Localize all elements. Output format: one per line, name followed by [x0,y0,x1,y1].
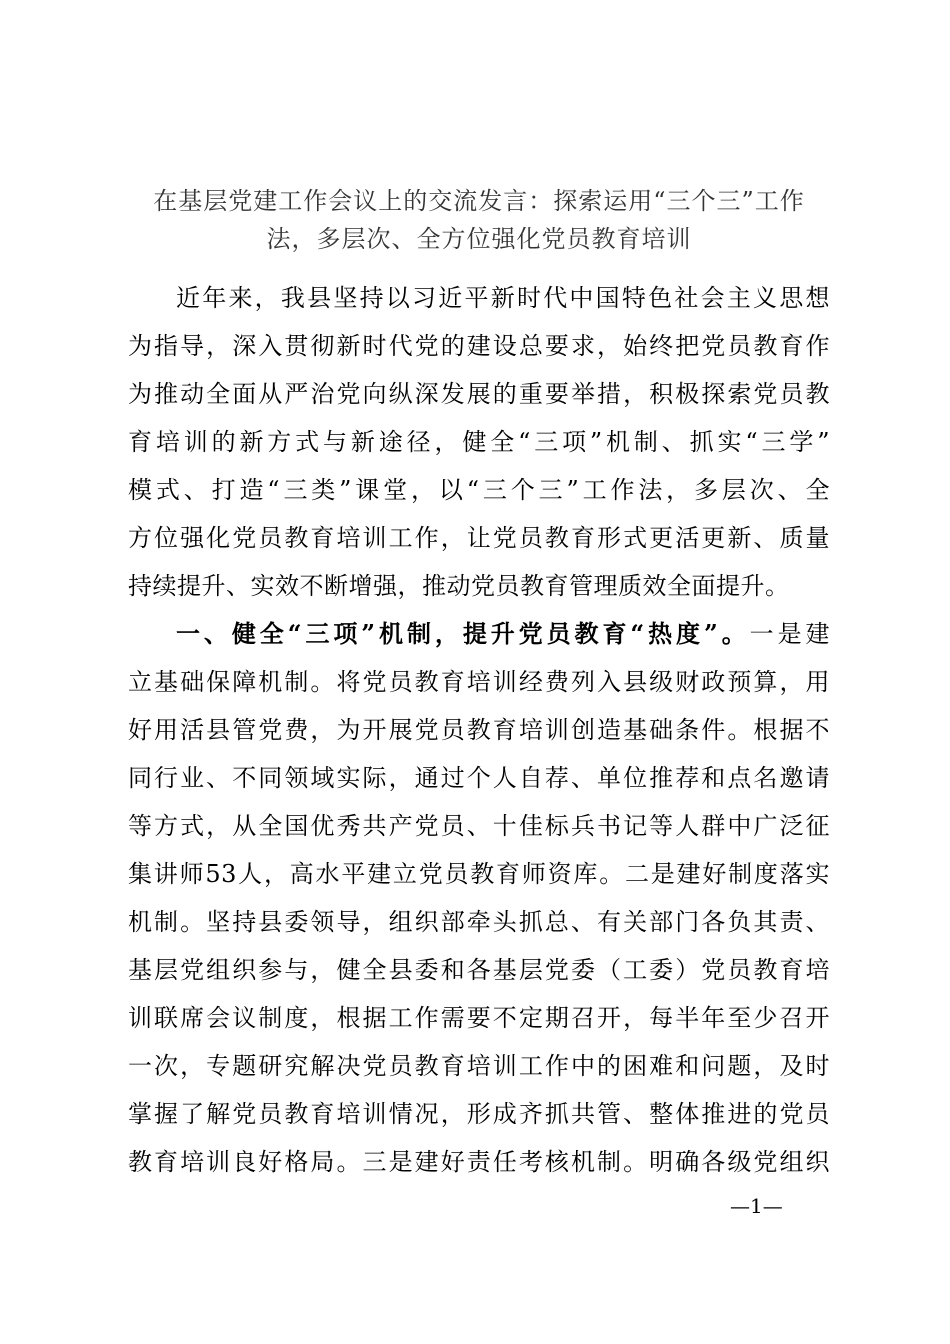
section-heading: 一、健全“三项”机制，提升党员教育“热度”。 [176,619,750,648]
document-title [128,182,830,258]
paragraph-line: 等方式，从全国优秀共产党员、十佳标兵书记等人群中广泛征 [128,812,830,840]
paragraph-line: 方位强化党员教育培训工作，让党员教育形式更活更新、质量 [128,524,830,552]
paragraph-line: 掌握了解党员教育培训情况，形成齐抓共管、整体推进的党员 [128,1100,830,1128]
paragraph-line: 立基础保障机制。将党员教育培训经费列入县级财政预算，用 [128,668,830,696]
paragraph-line: 好用活县管党费，为开展党员教育培训创造基础条件。根据不 [128,716,830,744]
page-number: —1— [730,1194,783,1218]
paragraph-line: 训联席会议制度，根据工作需要不定期召开，每半年至少召开 [128,1004,830,1032]
paragraph-line: 同行业、不同领域实际，通过个人自荐、单位推荐和点名邀请 [128,764,830,792]
paragraph-line: 育培训的新方式与新途径，健全“三项”机制、抓实“三学” [128,428,830,456]
paragraph-line: 机制。坚持县委领导，组织部牵头抓总、有关部门各负其责、 [128,908,830,936]
title-line-2: 法，多层次、全方位强化党员教育培训 [266,225,692,253]
paragraph-line: 为指导，深入贯彻新时代党的建设总要求，始终把党员教育作 [128,332,830,360]
paragraph-line: 持续提升、实效不断增强，推动党员教育管理质效全面提升。 [128,572,790,600]
paragraph-line: 一次，专题研究解决党员教育培训工作中的困难和问题，及时 [128,1052,830,1080]
paragraph-line: 集讲师53人，高水平建立党员教育师资库。二是建好制度落实 [128,860,830,888]
title-line-1: 在基层党建工作会议上的交流发言：探索运用“三个三”工作 [153,187,805,215]
paragraph-line: 为推动全面从严治党向纵深发展的重要举措，积极探索党员教 [128,380,830,408]
paragraph-line: 教育培训良好格局。三是建好责任考核机制。明确各级党组织 [128,1148,830,1176]
paragraph-line: 模式、打造“三类”课堂，以“三个三”工作法，多层次、全 [128,476,830,504]
section-heading-rest: 一是建 [749,620,831,648]
paragraph-line: 基层党组织参与，健全县委和各基层党委（工委）党员教育培 [128,956,830,984]
paragraph-line: 近年来，我县坚持以习近平新时代中国特色社会主义思想 [176,284,830,312]
section-heading-line [176,614,830,654]
